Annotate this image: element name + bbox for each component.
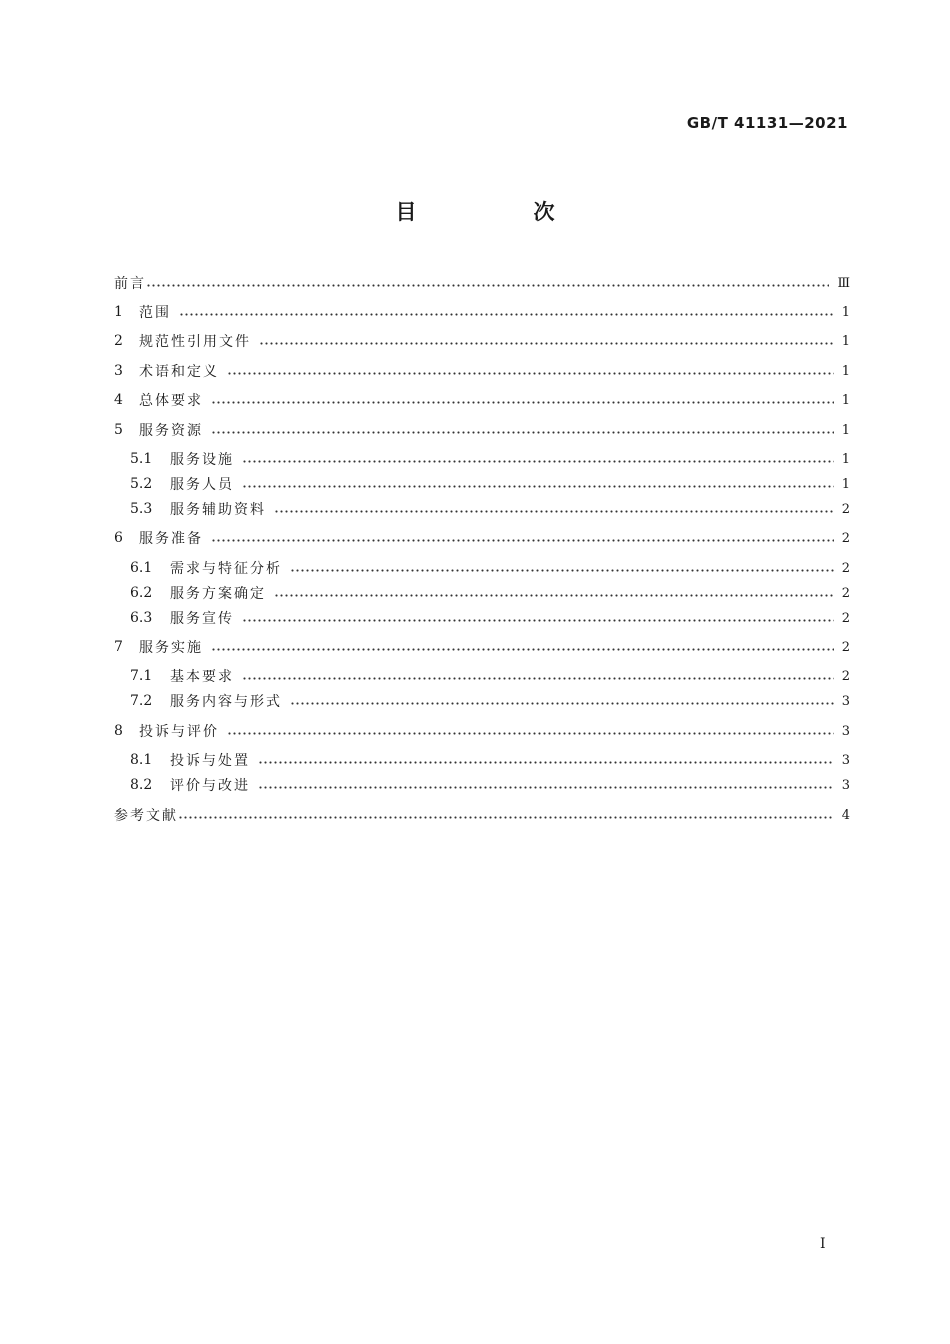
toc-entry-page: 3 — [841, 777, 850, 793]
dot-leader — [211, 431, 834, 434]
dot-leader — [242, 677, 834, 680]
toc-entry[interactable] — [114, 719, 850, 743]
toc-entry-page: 3 — [841, 723, 850, 739]
dot-leader — [179, 313, 834, 316]
toc-entry-number: 7 — [114, 639, 123, 655]
dot-leader — [211, 539, 834, 542]
toc-entry-label: 服务资源 — [139, 423, 203, 439]
toc-entry-label: 服务设施 — [170, 452, 234, 468]
toc-entry-page: 1 — [841, 304, 850, 320]
toc-entry-number: 6 — [114, 530, 123, 546]
toc-entry-number: 7.1 — [130, 668, 153, 684]
dot-leader — [274, 594, 834, 597]
toc-entry-number: 3 — [114, 363, 123, 379]
toc-entry-page: 1 — [841, 422, 850, 438]
toc-entry-number: 1 — [114, 304, 123, 320]
toc-subentry[interactable] — [130, 748, 850, 772]
toc-entry-label: 服务实施 — [139, 640, 203, 656]
dot-leader — [258, 786, 834, 789]
toc-entry[interactable] — [114, 329, 850, 353]
toc-entry-label: 参考文献 — [114, 808, 178, 824]
toc-subentry[interactable] — [130, 773, 850, 797]
toc-entry-page: 2 — [841, 585, 850, 601]
dot-leader — [178, 816, 834, 819]
toc-entry-page: 1 — [841, 392, 850, 408]
toc-entry-number: 7.2 — [130, 693, 153, 709]
dot-leader — [211, 648, 834, 651]
toc-entry-page: 1 — [841, 333, 850, 349]
toc-entry-label: 范围 — [139, 305, 171, 321]
page-title: 目 次 — [395, 200, 603, 224]
toc-entry[interactable] — [114, 388, 850, 412]
toc-entry-label: 投诉与处置 — [170, 753, 250, 769]
dot-leader — [290, 569, 834, 572]
dot-leader — [211, 401, 834, 404]
toc-entry-number: 8 — [114, 723, 123, 739]
toc-entry-foreword[interactable] — [114, 271, 850, 295]
toc-entry[interactable] — [114, 418, 850, 442]
toc-entry-number: 5.2 — [130, 476, 153, 492]
toc-entry-page: 2 — [841, 610, 850, 626]
toc-entry-label: 服务方案确定 — [170, 586, 266, 602]
toc-entry-number: 6.1 — [130, 560, 153, 576]
toc-entry-label: 投诉与评价 — [139, 724, 219, 740]
toc-entry-page: 1 — [841, 476, 850, 492]
toc-entry-page: 1 — [841, 451, 850, 467]
dot-leader — [290, 702, 834, 705]
dot-leader — [242, 619, 834, 622]
toc-entry-label: 服务宣传 — [170, 611, 234, 627]
toc-entry-references[interactable] — [114, 803, 850, 827]
dot-leader — [274, 510, 834, 513]
dot-leader — [259, 342, 834, 345]
toc-entry[interactable] — [114, 300, 850, 324]
dot-leader — [146, 284, 829, 287]
toc-entry-label: 服务内容与形式 — [170, 694, 282, 710]
toc-subentry[interactable] — [130, 689, 850, 713]
toc-subentry[interactable] — [130, 556, 850, 580]
toc-entry-number: 6.3 — [130, 610, 153, 626]
toc-entry-number: 4 — [114, 392, 123, 408]
toc-entry[interactable] — [114, 526, 850, 550]
toc-entry-label: 服务人员 — [170, 477, 234, 493]
toc-subentry[interactable] — [130, 447, 850, 471]
toc-entry-page: 3 — [841, 752, 850, 768]
toc-entry-label: 总体要求 — [139, 393, 203, 409]
toc-entry-number: 5 — [114, 422, 123, 438]
toc-entry-label: 规范性引用文件 — [139, 334, 251, 350]
toc-entry-page: 3 — [841, 693, 850, 709]
toc-entry-number: 5.1 — [130, 451, 153, 467]
page-number: Ⅰ — [820, 1236, 826, 1252]
toc-entry-number: 2 — [114, 333, 123, 349]
toc-entry-page: 2 — [841, 560, 850, 576]
toc-entry-label: 术语和定义 — [139, 364, 219, 380]
dot-leader — [227, 732, 834, 735]
toc-entry-page: Ⅲ — [837, 275, 850, 291]
toc-entry-number: 6.2 — [130, 585, 153, 601]
toc-entry-page: 2 — [841, 668, 850, 684]
toc-entry-number: 8.1 — [130, 752, 153, 768]
dot-leader — [227, 372, 834, 375]
toc-entry-label: 服务准备 — [139, 531, 203, 547]
toc-entry-page: 2 — [841, 501, 850, 517]
toc-entry-label: 评价与改进 — [170, 778, 250, 794]
toc-subentry[interactable] — [130, 664, 850, 688]
toc-subentry[interactable] — [130, 497, 850, 521]
toc-entry[interactable] — [114, 359, 850, 383]
toc-entry-label: 前言 — [114, 276, 146, 292]
dot-leader — [242, 460, 834, 463]
toc-subentry[interactable] — [130, 472, 850, 496]
dot-leader — [242, 485, 834, 488]
toc-entry-label: 基本要求 — [170, 669, 234, 685]
toc-entry-page: 4 — [841, 807, 850, 823]
toc-entry-number: 8.2 — [130, 777, 153, 793]
toc-entry-page: 2 — [841, 639, 850, 655]
toc-entry-number: 5.3 — [130, 501, 153, 517]
toc-entry-page: 1 — [841, 363, 850, 379]
standard-code: GB/T 41131—2021 — [686, 114, 848, 132]
dot-leader — [258, 761, 834, 764]
toc-subentry[interactable] — [130, 581, 850, 605]
toc-entry-label: 需求与特征分析 — [170, 561, 282, 577]
toc-entry-label: 服务辅助资料 — [170, 502, 266, 518]
toc-entry-page: 2 — [841, 530, 850, 546]
toc-entry[interactable] — [114, 635, 850, 659]
toc-subentry[interactable] — [130, 606, 850, 630]
